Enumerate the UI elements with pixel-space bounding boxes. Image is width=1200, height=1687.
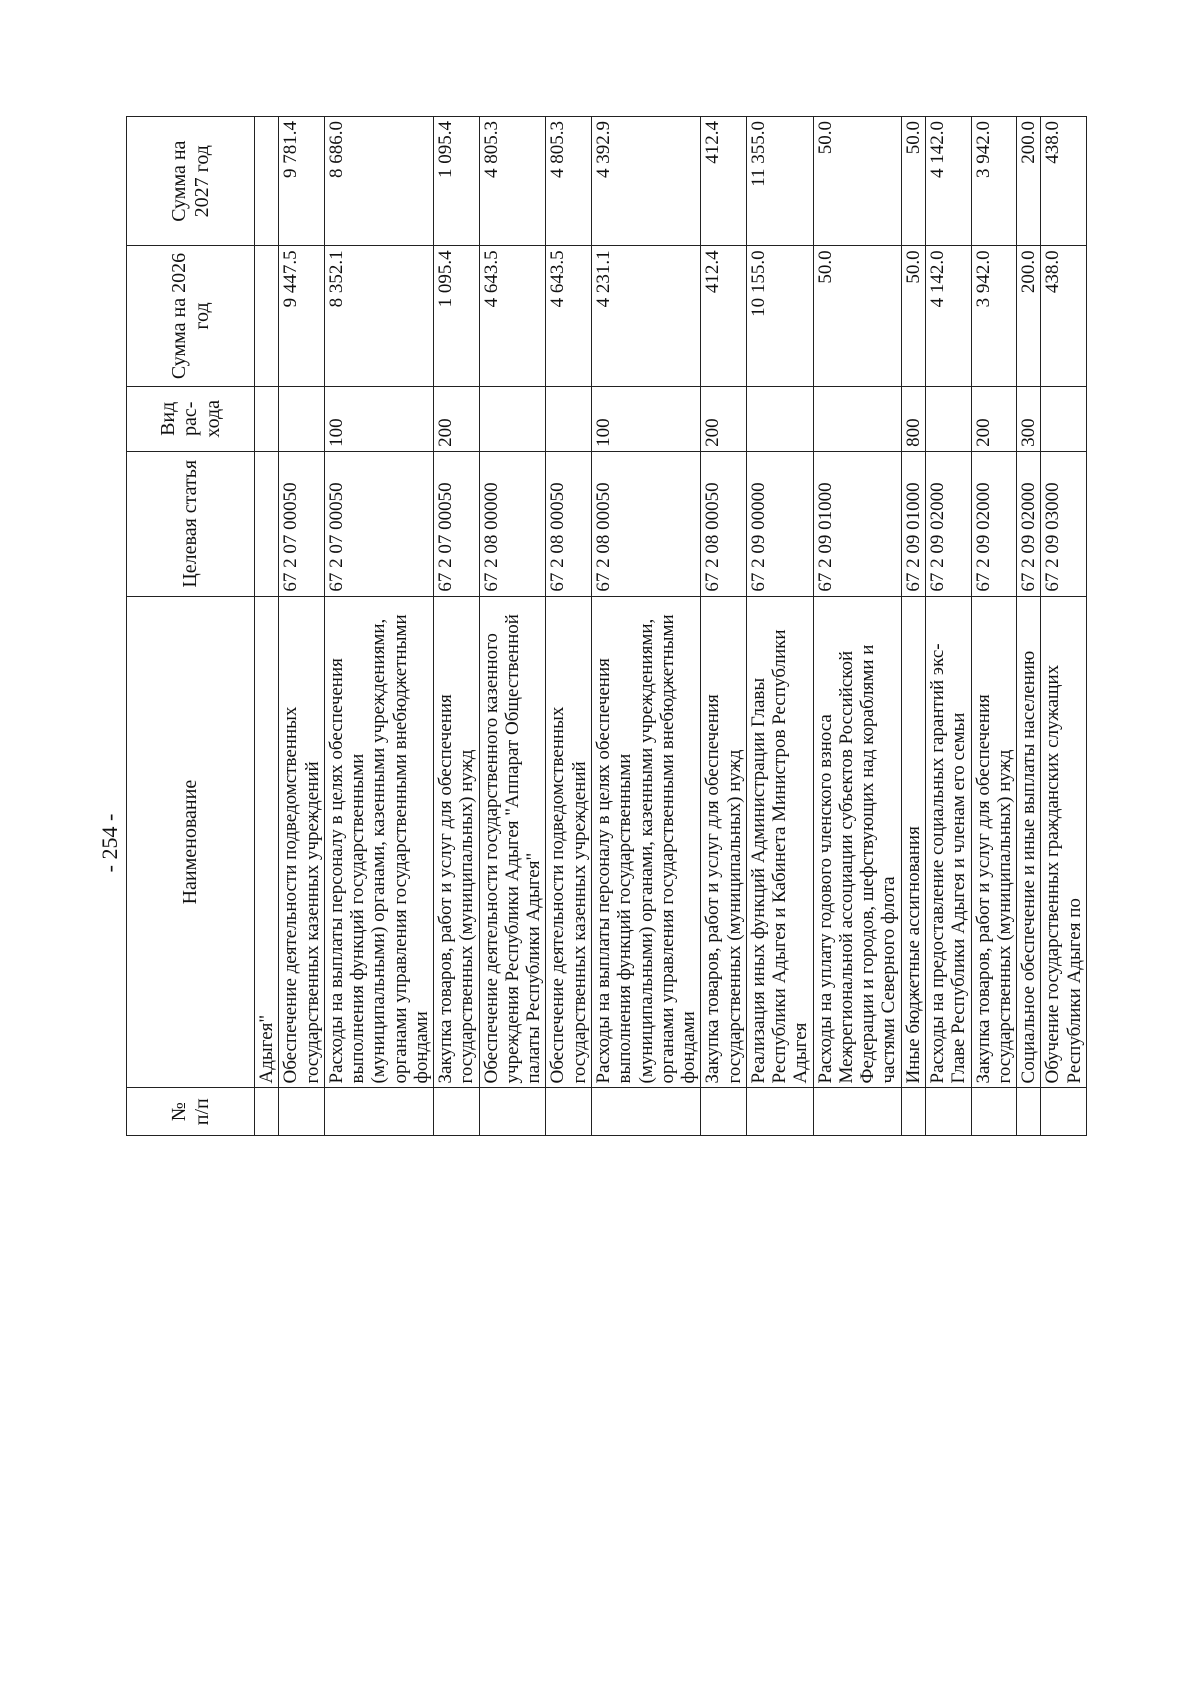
table-row: [746, 117, 813, 1136]
page-number-container: [90, 0, 130, 1687]
header-target: Целевая статья: [127, 451, 255, 596]
header-row: [127, 117, 255, 1136]
cell-sum-2026: 10 155.0: [746, 246, 813, 386]
cell-sum-2027: 11 355.0: [746, 117, 813, 246]
cell-sum-2027: 4 805.3: [546, 117, 592, 246]
table-row: [971, 117, 1017, 1136]
cell-sum-2027: 200.0: [1017, 117, 1041, 246]
cell-target: 67 2 09 00000: [746, 451, 813, 596]
budget-table: [126, 116, 1087, 1136]
cell-kind: 300: [1017, 386, 1041, 451]
cell-kind: [813, 386, 901, 451]
table-row: [901, 117, 925, 1136]
cell-sum-2026: 50.0: [901, 246, 925, 386]
table-row: [1017, 117, 1041, 1136]
cell-num: [546, 1088, 592, 1136]
cell-kind: 200: [971, 386, 1017, 451]
cell-kind: [479, 386, 546, 451]
cell-kind: [279, 386, 325, 451]
cell-target: 67 2 07 00050: [279, 451, 325, 596]
cell-sum-2026: 8 352.1: [324, 246, 433, 386]
cell-sum-2027: 412.4: [701, 117, 747, 246]
cell-kind: [746, 386, 813, 451]
cell-kind: 100: [591, 386, 700, 451]
header-sum-2027: Сумма на 2027 год: [127, 117, 255, 246]
cell-sum-2026: 3 942.0: [971, 246, 1017, 386]
cell-num: [1017, 1088, 1041, 1136]
cell-sum-2026: 4 231.1: [591, 246, 700, 386]
cell-name: Реализация иных функций Администрации Главы Республики Адыгея и Кабинета Министров Республики Адыгея: [746, 596, 813, 1088]
budget-table-rotated: [126, 116, 1085, 1136]
cell-sum-2027: 4 392.9: [591, 117, 700, 246]
cell-name: Закупка товаров, работ и услуг для обеспечения государственных (муниципальных) нужд: [971, 596, 1017, 1088]
cell-sum-2026: 9 447.5: [279, 246, 325, 386]
cell-sum-2026: 4 643.5: [479, 246, 546, 386]
table-row: [925, 117, 971, 1136]
cell-name: Расходы на уплату годового членского взноса Межрегиональной ассоциации субъектов Российской Федерации и городов, шефствующих над кораблями и частями Северного флота: [813, 596, 901, 1088]
cell-target: 67 2 08 00050: [701, 451, 747, 596]
cell-name: Обеспечение деятельности государственного казенного учреждения Республики Адыгея "Аппарат Общественной палаты Республики Адыгея": [479, 596, 546, 1088]
cell-sum-2027: [255, 117, 279, 246]
cell-num: [813, 1088, 901, 1136]
cell-name: Закупка товаров, работ и услуг для обеспечения государственных (муниципальных) нужд: [701, 596, 747, 1088]
cell-kind: [1041, 386, 1087, 451]
cell-num: [434, 1088, 480, 1136]
table-row: [1041, 117, 1087, 1136]
page-number: - 254 -: [97, 813, 122, 873]
cell-num: [925, 1088, 971, 1136]
cell-sum-2026: [255, 246, 279, 386]
cell-sum-2026: 200.0: [1017, 246, 1041, 386]
cell-name: Социальное обеспечение и иные выплаты населению: [1017, 596, 1041, 1088]
cell-num: [1041, 1088, 1087, 1136]
cell-num: [479, 1088, 546, 1136]
cell-sum-2027: 3 942.0: [971, 117, 1017, 246]
cell-kind: 800: [901, 386, 925, 451]
cell-sum-2026: 1 095.4: [434, 246, 480, 386]
header-name: Наименование: [127, 596, 255, 1088]
cell-name: Расходы на выплаты персоналу в целях обеспечения выполнения функций государственными (муниципальными) органами, казенными учреждениями, органами управления государственными внебюджетными фондами: [591, 596, 700, 1088]
cell-sum-2026: 412.4: [701, 246, 747, 386]
cell-kind: 100: [324, 386, 433, 451]
cell-target: 67 2 08 00050: [546, 451, 592, 596]
header-kind: Вид рас-хода: [127, 386, 255, 451]
cell-target: 67 2 07 00050: [324, 451, 433, 596]
table-row: [813, 117, 901, 1136]
table-row: [479, 117, 546, 1136]
cell-kind: 200: [434, 386, 480, 451]
cell-num: [971, 1088, 1017, 1136]
cell-sum-2026: 4 142.0: [925, 246, 971, 386]
cell-target: 67 2 08 00050: [591, 451, 700, 596]
cell-kind: [925, 386, 971, 451]
table-body: [255, 117, 1087, 1136]
cell-sum-2026: 4 643.5: [546, 246, 592, 386]
cell-num: [701, 1088, 747, 1136]
cell-sum-2027: 50.0: [813, 117, 901, 246]
cell-target: 67 2 09 01000: [813, 451, 901, 596]
cell-target: 67 2 09 03000: [1041, 451, 1087, 596]
cell-sum-2027: 50.0: [901, 117, 925, 246]
cell-sum-2027: 9 781.4: [279, 117, 325, 246]
cell-num: [746, 1088, 813, 1136]
cell-num: [255, 1088, 279, 1136]
table-row: [324, 117, 433, 1136]
table-row: [434, 117, 480, 1136]
cell-kind: 200: [701, 386, 747, 451]
cell-target: 67 2 07 00050: [434, 451, 480, 596]
header-sum-2026: Сумма на 2026 год: [127, 246, 255, 386]
cell-name: Закупка товаров, работ и услуг для обеспечения государственных (муниципальных) нужд: [434, 596, 480, 1088]
cell-name: Обеспечение деятельности подведомственных государственных казенных учреждений: [546, 596, 592, 1088]
cell-target: 67 2 08 00000: [479, 451, 546, 596]
table-row: [255, 117, 279, 1136]
table-row: [279, 117, 325, 1136]
cell-name: Расходы на выплаты персоналу в целях обеспечения выполнения функций государственными (муниципальными) органами, казенными учреждениями, органами управления государственными внебюджетными фондами: [324, 596, 433, 1088]
cell-sum-2027: 438.0: [1041, 117, 1087, 246]
header-num: № п/п: [127, 1088, 255, 1136]
cell-kind: [255, 386, 279, 451]
cell-target: [255, 451, 279, 596]
cell-sum-2027: 4 142.0: [925, 117, 971, 246]
table-row: [546, 117, 592, 1136]
cell-target: 67 2 09 02000: [925, 451, 971, 596]
cell-num: [324, 1088, 433, 1136]
cell-sum-2026: 438.0: [1041, 246, 1087, 386]
cell-sum-2027: 4 805.3: [479, 117, 546, 246]
table-row: [701, 117, 747, 1136]
cell-sum-2027: 1 095.4: [434, 117, 480, 246]
cell-kind: [546, 386, 592, 451]
cell-num: [279, 1088, 325, 1136]
cell-target: 67 2 09 02000: [971, 451, 1017, 596]
cell-name: Обеспечение деятельности подведомственных государственных казенных учреждений: [279, 596, 325, 1088]
cell-name: Адыгея": [255, 596, 279, 1088]
cell-num: [591, 1088, 700, 1136]
cell-name: Иные бюджетные ассигнования: [901, 596, 925, 1088]
cell-name: Обучение государственных гражданских служащих Республики Адыгея по: [1041, 596, 1087, 1088]
cell-name: Расходы на предоставление социальных гарантий экс-Главе Республики Адыгея и членам его семьи: [925, 596, 971, 1088]
cell-target: 67 2 09 01000: [901, 451, 925, 596]
table-row: [591, 117, 700, 1136]
cell-num: [901, 1088, 925, 1136]
cell-sum-2026: 50.0: [813, 246, 901, 386]
cell-target: 67 2 09 02000: [1017, 451, 1041, 596]
cell-sum-2027: 8 686.0: [324, 117, 433, 246]
